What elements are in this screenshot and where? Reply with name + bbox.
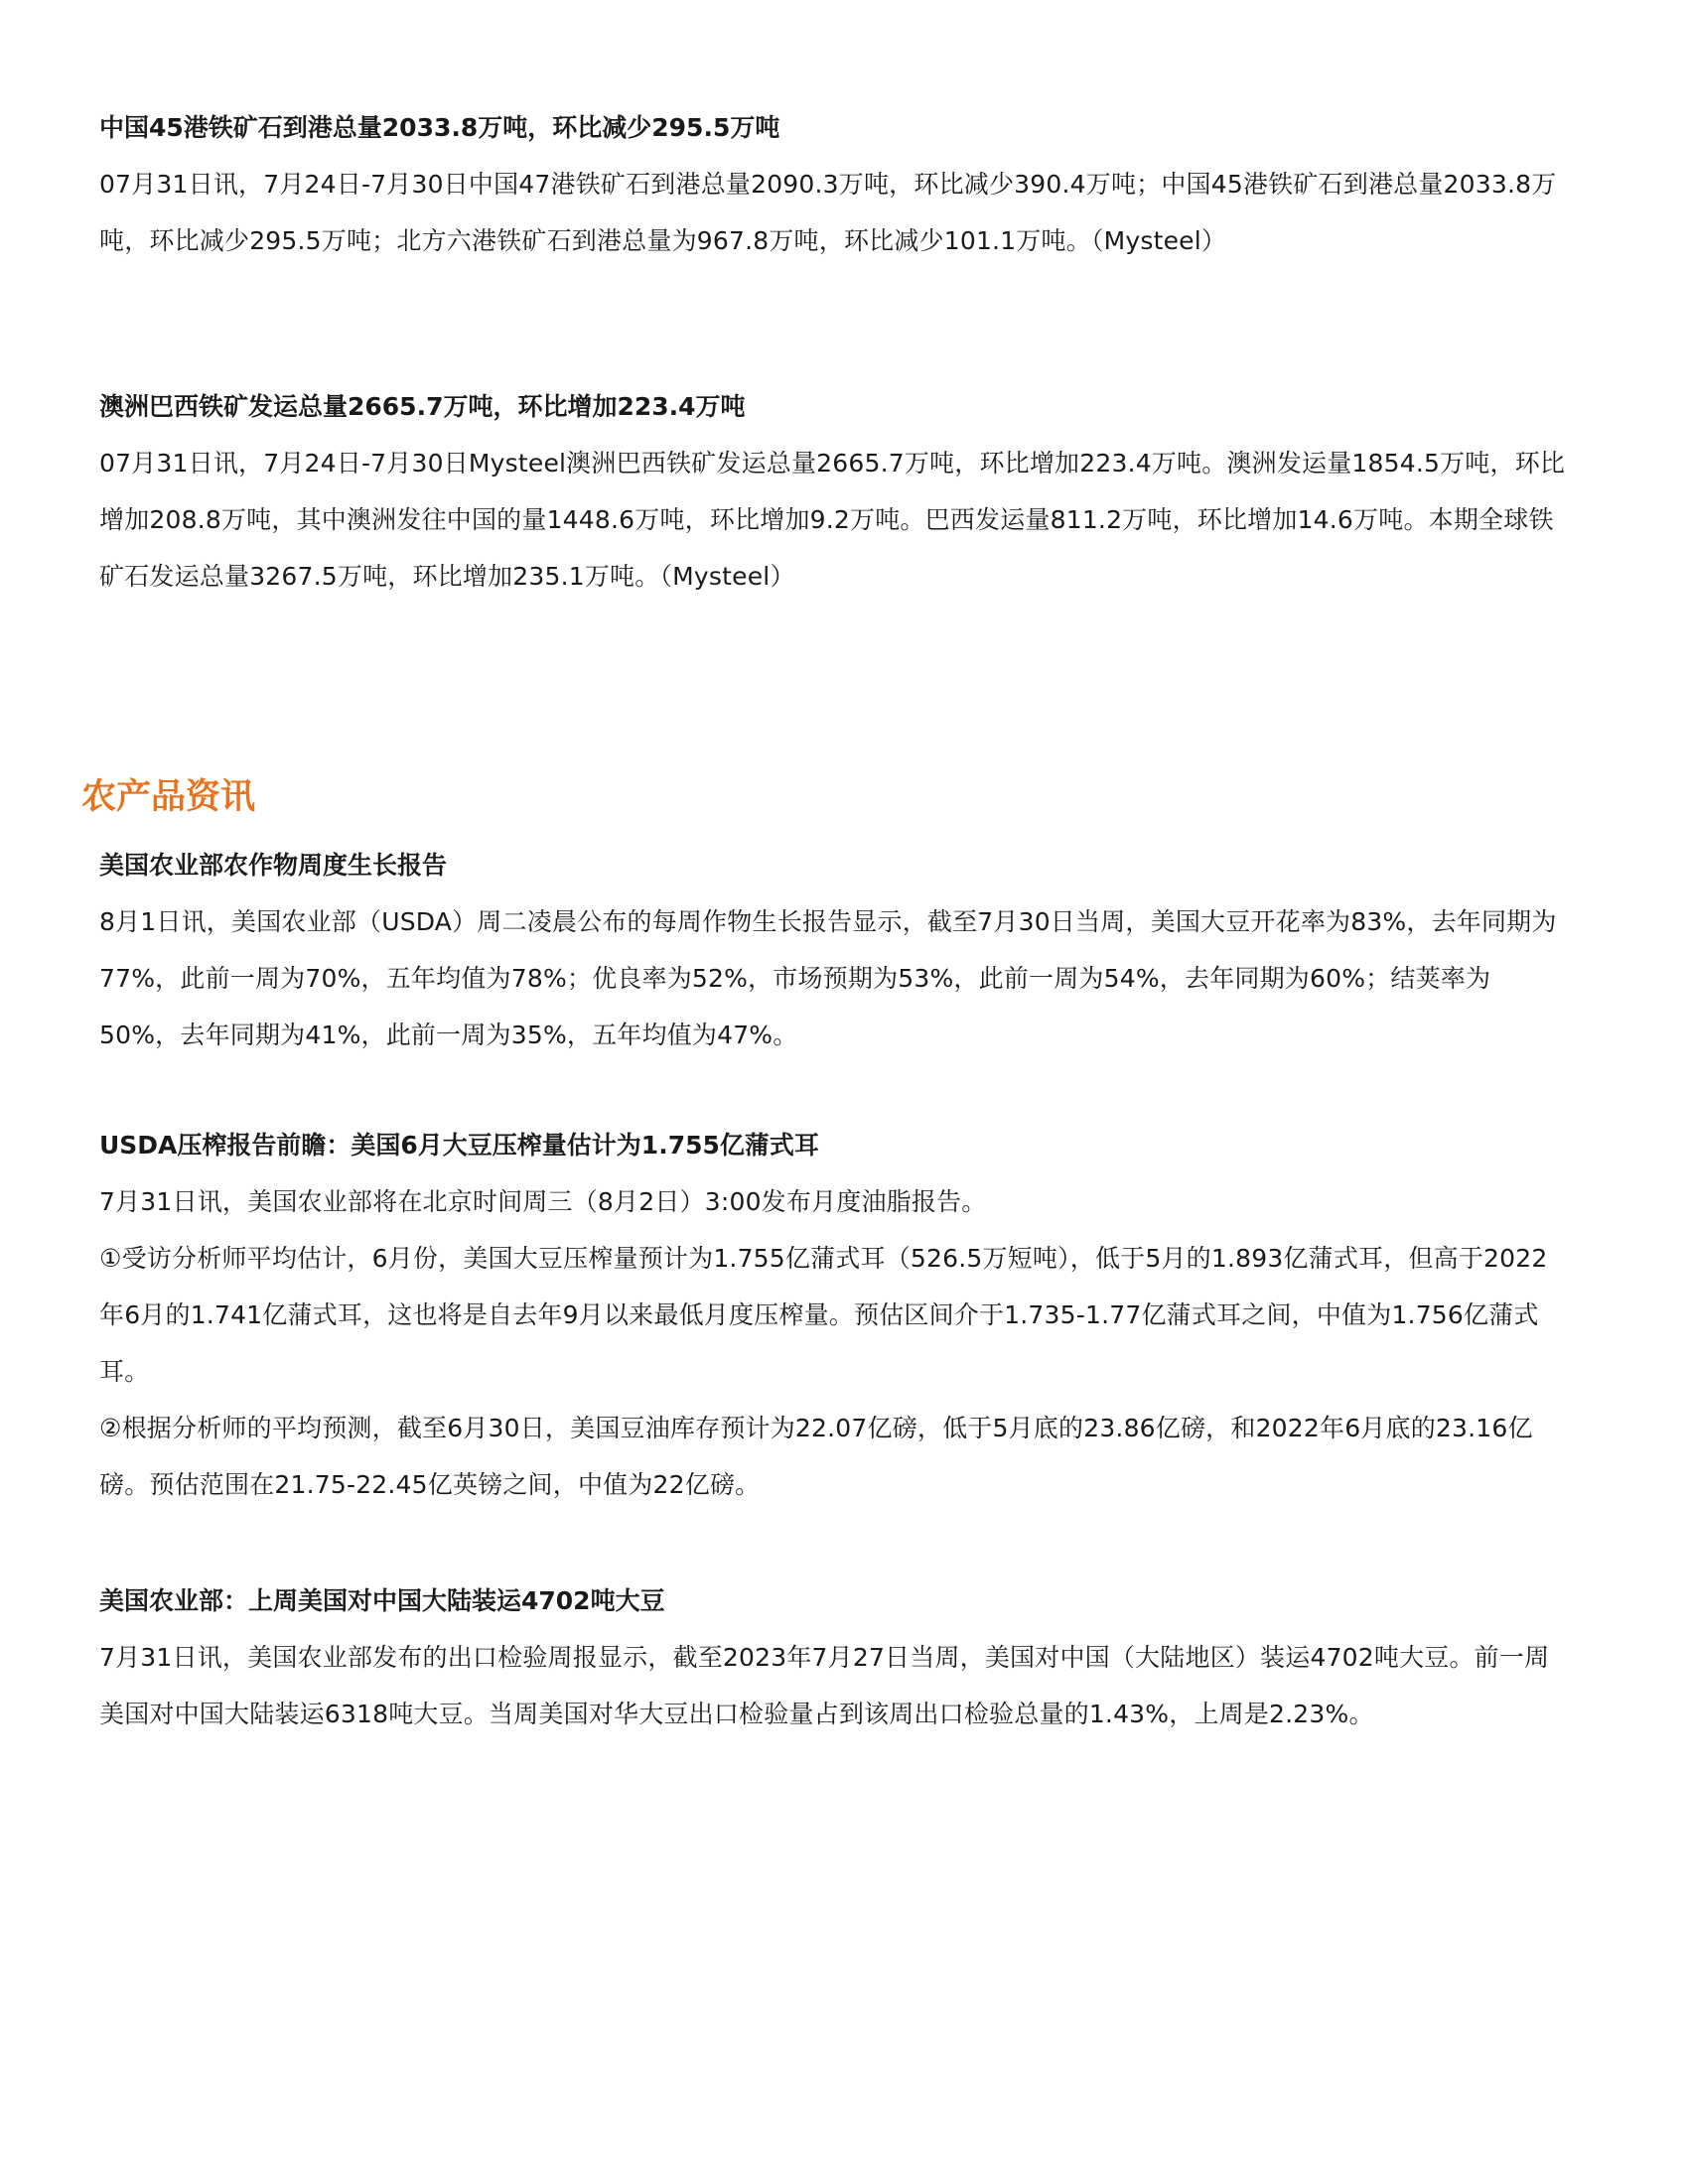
article-paragraph: 8月1日讯，美国农业部（USDA）周二凌晨公布的每周作物生长报告显示，截至7月30日当周，美国大豆开花率为83%，去年同期为77%，此前一周为70%，五年均值为78%；优良率为52%，市场预期为53%，此前一周为54%，去年同期为60%；结荚率为50%，去年同期为41%，此前一周为35%，五年均值为47%。 (99, 907, 1557, 1049)
article-paragraph: 07月31日讯，7月24日-7月30日Mysteel澳洲巴西铁矿发运总量2665.7万吨，环比增加223.4万吨。澳洲发运量1854.5万吨，环比增加208.8万吨，其中澳洲发往中国的量1448.6万吨，环比增加9.2万吨。巴西发运量811.2万吨，环比增加14.6万吨。本期全球铁矿石发运总量3267.5万吨，环比增加235.1万吨。（Mysteel） (99, 449, 1566, 591)
article-paragraph: 7月31日讯，美国农业部发布的出口检验周报显示，截至2023年7月27日当周，美国对中国（大陆地区）装运4702吨大豆。前一周美国对中国大陆装运6318吨大豆。当周美国对华大豆出口检验量占到该周出口检验总量的1.43%，上周是2.23%。 (99, 1643, 1550, 1728)
article-paragraph: 7月31日讯，美国农业部将在北京时间周三（8月2日）3:00发布月度油脂报告。 (99, 1187, 987, 1216)
article-title: 美国农业部农作物周度生长报告 (99, 851, 448, 880)
article-crush-preview (99, 1126, 1569, 1513)
article-port-arrivals (99, 108, 1569, 269)
article-paragraph: 07月31日讯，7月24日-7月30日中国47港铁矿石到港总量2090.3万吨，环比减少390.4万吨；中国45港铁矿石到港总量2033.8万吨，环比减少295.5万吨；北方六港铁矿石到港总量为967.8万吨，环比减少101.1万吨。（Mysteel） (99, 170, 1557, 255)
article-crop-progress (99, 846, 1569, 1063)
section-heading-agri: 农产品资讯 (81, 777, 256, 817)
article-title: USDA压榨报告前瞻：美国6月大豆压榨量估计为1.755亿蒲式耳 (99, 1131, 819, 1160)
article-title: 美国农业部：上周美国对中国大陆装运4702吨大豆 (99, 1586, 665, 1615)
article-paragraph: ①受访分析师平均估计，6月份，美国大豆压榨量预计为1.755亿蒲式耳（526.5万短吨），低于5月的1.893亿蒲式耳，但高于2022年6月的1.741亿蒲式耳，这也将是自去年9月以来最低月度压榨量。预估区间介于1.735-1.77亿蒲式耳之间，中值为1.756亿蒲式耳。 (99, 1244, 1548, 1386)
article-title: 澳洲巴西铁矿发运总量2665.7万吨，环比增加223.4万吨 (99, 392, 746, 421)
article-title: 中国45港铁矿石到港总量2033.8万吨，环比减少295.5万吨 (99, 113, 780, 142)
article-shipments (99, 387, 1569, 605)
article-export-inspection (99, 1581, 1569, 1742)
article-paragraph: ②根据分析师的平均预测，截至6月30日，美国豆油库存预计为22.07亿磅，低于5月底的23.86亿磅，和2022年6月底的23.16亿磅。预估范围在21.75-22.45亿英镑之间，中值为22亿磅。 (99, 1414, 1533, 1499)
